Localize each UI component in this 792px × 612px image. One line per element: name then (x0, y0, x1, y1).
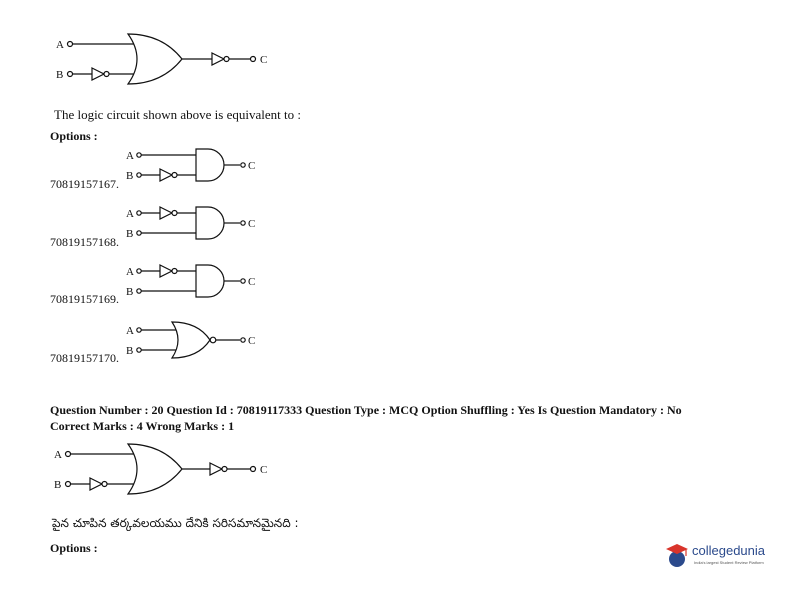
option-id-4: 70819157170. (50, 351, 119, 365)
option-id-1: 70819157167. (50, 177, 119, 191)
option-1-c-label: C (248, 160, 256, 172)
input-a-label: A (56, 39, 64, 51)
option-1-circuit (120, 147, 280, 191)
and-gate (196, 207, 224, 239)
not-gate-output (212, 53, 224, 65)
option-4-a-label: A (126, 325, 134, 337)
option-2-c-label: C (248, 218, 256, 230)
top-circuit-diagram (50, 28, 290, 88)
question-meta-line-2: Correct Marks : 4 Wrong Marks : 1 (50, 419, 235, 433)
option-2-circuit (120, 205, 280, 249)
and-gate (196, 265, 224, 297)
graduate-cap-icon (664, 540, 692, 570)
or-gate (128, 34, 182, 84)
q20-input-b-label: B (54, 479, 62, 491)
question-prompt-telugu: పైన చూపిన తర్కవలయము దేనికి సరిసమానమైనది : (52, 516, 299, 530)
logo-tagline: India's largest Student Review Platform (694, 560, 764, 565)
output-c-label: C (260, 54, 268, 66)
question-prompt: The logic circuit shown above is equivalent to : (54, 107, 301, 122)
option-2-a-label: A (126, 208, 134, 220)
option-id-2: 70819157168. (50, 235, 119, 249)
not-gate-b (92, 68, 104, 80)
or-gate (128, 444, 182, 494)
option-3-c-label: C (248, 276, 256, 288)
option-4-c-label: C (248, 335, 256, 347)
q20-output-c-label: C (260, 464, 268, 476)
collegedunia-logo (664, 538, 768, 574)
option-3-a-label: A (126, 266, 134, 278)
logo-name: collegedunia (692, 543, 766, 558)
nor-gate (172, 322, 210, 358)
option-1-b-label: B (126, 170, 134, 182)
option-2-b-label: B (126, 228, 134, 240)
option-1-a-label: A (126, 150, 134, 162)
q20-input-a-label: A (54, 449, 62, 461)
options-label-2: Options : (50, 541, 98, 555)
question-20-circuit-diagram (50, 440, 290, 498)
question-meta-line-1: Question Number : 20 Question Id : 70819117333 Question Type : MCQ Option Shuffling : Yes Is Question Mandatory : No (50, 403, 682, 417)
option-4-circuit (120, 320, 280, 364)
option-3-circuit (120, 263, 280, 307)
option-id-3: 70819157169. (50, 292, 119, 306)
option-3-b-label: B (126, 286, 134, 298)
input-b-label: B (56, 69, 64, 81)
option-4-b-label: B (126, 345, 134, 357)
and-gate (196, 149, 224, 181)
options-label: Options : (50, 129, 98, 143)
